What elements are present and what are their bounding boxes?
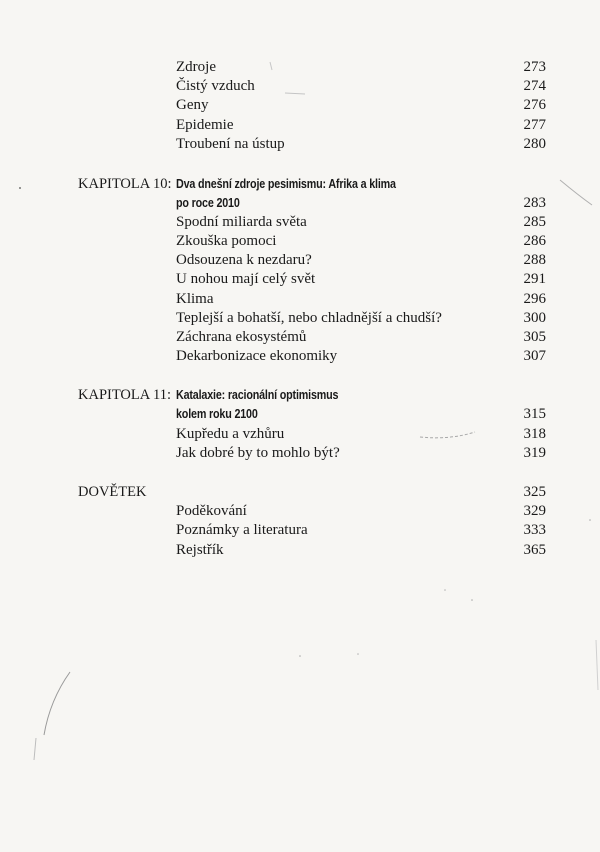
chapter-title: Dva dnešní zdroje pesimismu: Afrika a klima [176,177,396,191]
toc-page-number: 318 [523,426,546,442]
toc-page-number: 300 [523,310,546,326]
toc-page-number: 277 [523,117,546,133]
toc-page-number: 274 [523,78,546,94]
toc-page-number: 276 [523,97,546,113]
toc-page-number: 333 [523,522,546,538]
chapter-title: Katalaxie: racionální optimismus [176,388,339,402]
chapter-title-continued: po roce 2010 [176,196,240,210]
chapter-label: KAPITOLA 10: [78,176,172,192]
toc-page-number: 307 [523,348,546,364]
toc-entry: Spodní miliarda světa [176,214,307,230]
toc-page-number: 329 [523,503,546,519]
toc-entry: Čistý vzduch [176,78,255,94]
toc-entry: Zdroje [176,59,216,75]
toc-page-number: 285 [523,214,546,230]
toc-entry: Poznámky a literatura [176,522,308,538]
afterword-label: DOVĚTEK [78,484,147,500]
toc-page-number: 283 [523,195,546,211]
toc-entry: Geny [176,97,209,113]
toc-page-number: 305 [523,329,546,345]
toc-page-number: 365 [523,542,546,558]
toc-page-number: 280 [523,136,546,152]
toc-page-number: 273 [523,59,546,75]
toc-entry: Dekarbonizace ekonomiky [176,348,338,364]
toc-page-number: 291 [523,271,546,287]
toc-entry: Záchrana ekosystémů [176,329,307,345]
toc-page-number: 288 [523,252,546,268]
toc-entry: Odsouzena k nezdaru? [176,252,312,268]
toc-page-number: 315 [523,406,546,422]
toc-entry: Zkouška pomoci [176,233,277,249]
toc-page-number: 286 [523,233,546,249]
toc-page-number: 296 [523,291,546,307]
toc-entry: Rejstřík [176,542,224,558]
chapter-label: KAPITOLA 11: [78,387,172,403]
toc-page-number: 319 [523,445,546,461]
toc-page-number: 325 [523,484,546,500]
toc-entry: U nohou mají celý svět [176,271,316,287]
toc-entry: Epidemie [176,117,234,133]
toc-entry: Klima [176,291,214,307]
toc-entry: Jak dobré by to mohlo být? [176,445,340,461]
toc-entry: Teplejší a bohatší, nebo chladnější a chudší? [176,310,442,326]
toc-entry: Kupředu a vzhůru [176,426,285,442]
toc-entry: Troubení na ústup [176,136,285,152]
toc-entry: Poděkování [176,503,247,519]
chapter-title-continued: kolem roku 2100 [176,407,258,421]
